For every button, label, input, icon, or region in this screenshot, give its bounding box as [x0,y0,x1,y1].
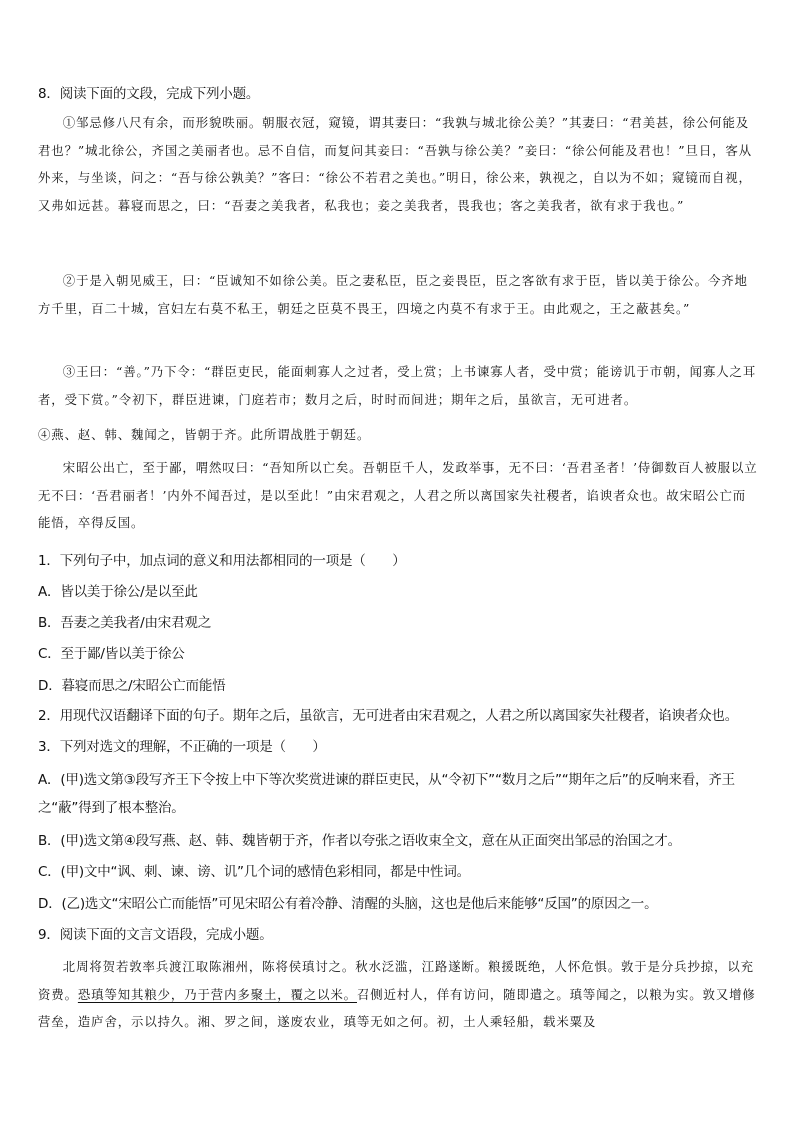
question-8-heading: 8．阅读下面的文段，完成下列小题。 [38,86,260,102]
question-1-option-b: B．吾妻之美我者/由宋君观之 [38,615,212,631]
question-1: 1．下列句子中，加点词的意义和用法都相同的一项是（ ） [38,553,406,569]
passage-para-5: 宋昭公出亡，至于鄙，喟然叹曰：“吾知所以亡矣。吾朝臣千人，发政举事，无不曰：‘吾君圣者！’侍御数百人被服以立无不曰：‘吾君丽者！’内外不闻吾过，是以至此！”由宋君观之，人君之所以离国家失社稷者，谄谀者众也。故宋昭公亡而能悟，卒得反国。 [38,460,758,530]
question-3-option-a: A．(甲)选文第③段写齐王下令按上中下等次奖赏进谏的群臣吏民，从“令初下”“数月之后”“期年之后”的反响来看，齐王之“蔽”得到了根本整治。 [38,772,735,816]
question-3-option-b: B．(甲)选文第④段写燕、赵、韩、魏皆朝于齐，作者以夸张之语收束全文，意在从正面突出邹忌的治国之才。 [38,833,681,849]
question-9-heading: 9．阅读下面的文言文语段，完成小题。 [38,927,273,943]
question-1-option-a: A．皆以美于徐公/是以至此 [38,584,198,600]
passage-9 [38,953,758,1036]
question-1-option-c: C．至于鄙/皆以美于徐公 [38,646,185,662]
passage-9-underlined-sentence: 恐瑱等知其粮少，乃于营内多聚土，覆之以米。 [77,986,357,1002]
question-3-option-c: C．(甲)文中“讽、刺、谏、谤、讥”几个词的感情色彩相同，都是中性词。 [38,864,470,880]
question-2: 2．用现代汉语翻译下面的句子。期年之后，虽欲言，无可进者由宋君观之，人君之所以离国家失社稷者，谄谀者众也。 [38,708,738,724]
passage-9-start: 北周将贺若敦率兵渡江取陈湘州，陈将侯瑱讨之。秋水泛滥，江路遂断。粮援既绝，人怀危惧。敦于是分兵抄掠，以充资费。 [38,959,754,1002]
question-3: 3．下列对选文的理解，不正确的一项是（ ） [38,739,326,755]
passage-para-4: ④燕、赵、韩、魏闻之，皆朝于齐。此所谓战胜于朝廷。 [38,427,371,442]
passage-para-2: ②于是入朝见威王，曰：“臣诚知不如徐公美。臣之妻私臣，臣之妾畏臣，臣之客欲有求于臣，皆以美于徐公。今齐地方千里，百二十城，宫妇左右莫不私王，朝廷之臣莫不畏王，四境之内莫不有求于王。由此观之，王之蔽甚矣。” [38,273,748,316]
passage-9-end: 召侧近村人，佯有访问，随即遣之。瑱等闻之，以粮为实。敦又增修营垒，造庐舍，示以持久。湘、罗之间，遂废农业，瑱等无如之何。初，土人乘轻船，载米粟及 [38,986,756,1029]
passage-para-3: ③王曰：“善。”乃下令：“群臣吏民，能面刺寡人之过者，受上赏；上书谏寡人者，受中赏；能谤讥于市朝，闻寡人之耳者，受下赏。”令初下，群臣进谏，门庭若市；数月之后，时时而间进；期年之后，虽欲言，无可进者。 [38,364,757,407]
question-1-option-d: D．暮寝而思之/宋昭公亡而能悟 [38,678,226,694]
question-3-option-d: D．(乙)选文“宋昭公亡而能悟”可见宋昭公有着冷静、清醒的头脑，这也是他后来能够“反国”的原因之一。 [38,896,658,912]
passage-para-1: ①邹忌修八尺有余，而形貌昳丽。朝服衣冠，窥镜，谓其妻曰：“我孰与城北徐公美？”其妻曰：“君美甚，徐公何能及君也？”城北徐公，齐国之美丽者也。忌不自信，而复问其妾曰：“吾孰与徐公美？”妾曰：“徐公何能及君也！”旦日，客从外来，与坐谈，问之：“吾与徐公孰美？”客曰：“徐公不若君之美也。”明日，徐公来，孰视之，自以为不如；窥镜而自视，又弗如远甚。暮寝而思之，曰：“吾妻之美我者，私我也；妾之美我者，畏我也；客之美我者，欲有求于我也。” [38,115,752,213]
